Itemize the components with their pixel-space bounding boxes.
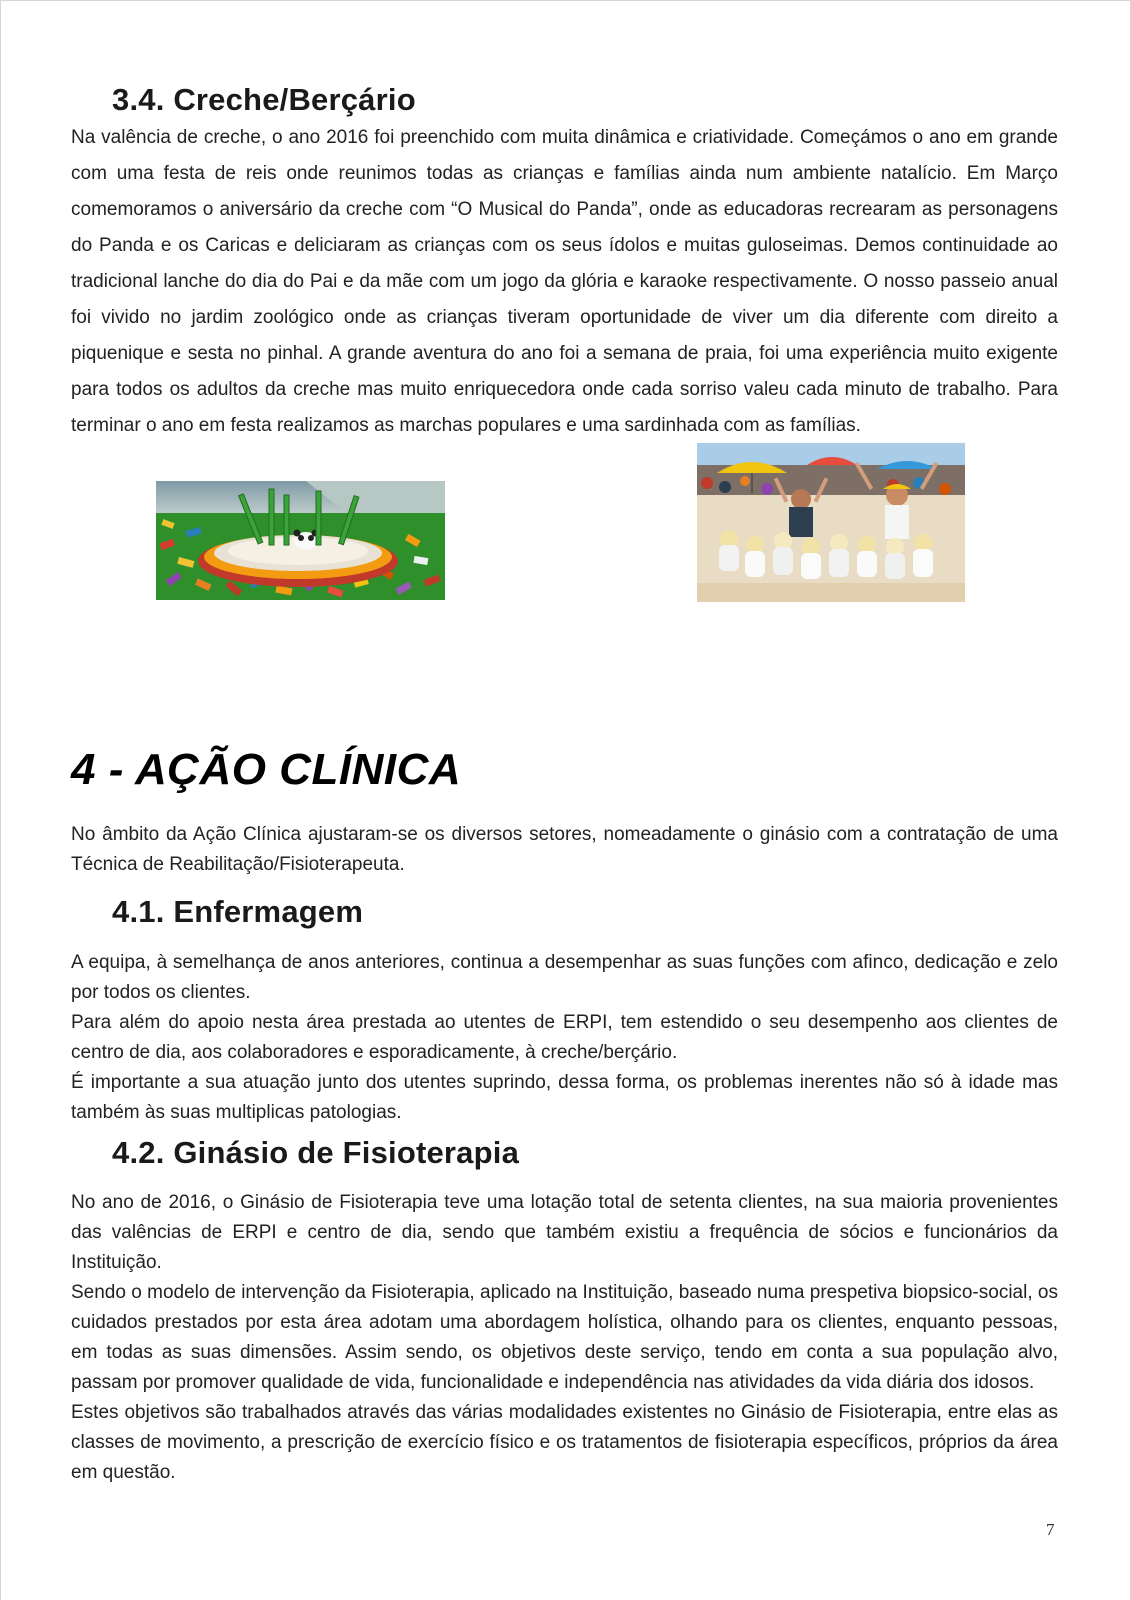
- section-4-2-body: [71, 1188, 1058, 1488]
- section-4-1-body: [71, 948, 1058, 1128]
- page-border-left: [0, 0, 1, 1600]
- section-4-1-paragraph: A equipa, à semelhança de anos anteriores, continua a desempenhar as suas funções com afinco, dedicação e zelo por todos os clientes.: [71, 952, 1058, 1003]
- section-4-2-heading: 4.2. Ginásio de Fisioterapia: [112, 1135, 520, 1170]
- cake-candies-photo: [156, 481, 445, 600]
- section-4-1-paragraph: É importante a sua atuação junto dos utentes suprindo, dessa forma, os problemas inerentes não só à idade mas também às suas multiplicas patologias.: [71, 1072, 1058, 1123]
- section-4-2-paragraph: Estes objetivos são trabalhados através das várias modalidades existentes no Ginásio de Fisioterapia, entre elas as classes de movimento, a prescrição de exercício físico e os tratamentos de fisioterapia específicos, próprios da área em questão.: [71, 1402, 1058, 1483]
- section-3-4-heading: 3.4. Creche/Berçário: [112, 82, 416, 117]
- page-border-top: [0, 0, 1131, 1]
- page-number: 7: [1046, 1520, 1055, 1539]
- section-4-1-heading: 4.1. Enfermagem: [112, 894, 364, 929]
- section-4-heading: 4 - AÇÃO CLÍNICA: [71, 745, 462, 794]
- section-3-4-body: Na valência de creche, o ano 2016 foi preenchido com muita dinâmica e criatividade. Começámos o ano em grande com uma festa de reis onde reunimos todas as crianças e famílias ainda num ambiente natalício. Em Março comemoramos o aniversário da creche com “O Musical do Panda”, onde as educadoras recrearam as personagens do Panda e os Caricas e deliciaram as crianças com os seus ídolos e muitas guloseimas. Demos continuidade ao tradicional lanche do dia do Pai e da mãe com um jogo da glória e karaoke respectivamente. O nosso passeio anual foi vivido no jardim zoológico onde as crianças tiveram oportunidade de viver um dia diferente com direito a piquenique e sesta no pinhal. A grande aventura do ano foi a semana de praia, foi uma experiência muito exigente para todos os adultos da creche mas muito enriquecedora onde cada sorriso valeu cada minuto de trabalho. Para terminar o ano em festa realizamos as marchas populares e uma sardinhada com as famílias.: [71, 127, 1058, 436]
- beach-children-photo: [697, 443, 965, 602]
- section-4-2-paragraph: No ano de 2016, o Ginásio de Fisioterapia teve uma lotação total de setenta clientes, na sua maioria provenientes das valências de ERPI e centro de dia, sendo que também existiu a frequência de sócios e funcionários da Instituição.: [71, 1192, 1058, 1273]
- section-4-1-paragraph: Para além do apoio nesta área prestada ao utentes de ERPI, tem estendido o seu desempenho aos clientes de centro de dia, aos colaboradores e esporadicamente, à creche/berçário.: [71, 1012, 1058, 1063]
- section-4-intro: No âmbito da Ação Clínica ajustaram-se os diversos setores, nomeadamente o ginásio com a contratação de uma Técnica de Reabilitação/Fisioterapeuta.: [71, 824, 1058, 875]
- section-4-2-paragraph: Sendo o modelo de intervenção da Fisioterapia, aplicado na Instituição, baseado numa prespetiva biopsico-social, os cuidados prestados por esta área adotam uma abordagem holística, olhando para os clientes, enquanto pessoas, em todas as suas dimensões. Assim sendo, os objetivos deste serviço, tendo em conta a sua população alvo, passam por promover qualidade de vida, funcionalidade e independência nas atividades da vida diária dos idosos.: [71, 1282, 1058, 1393]
